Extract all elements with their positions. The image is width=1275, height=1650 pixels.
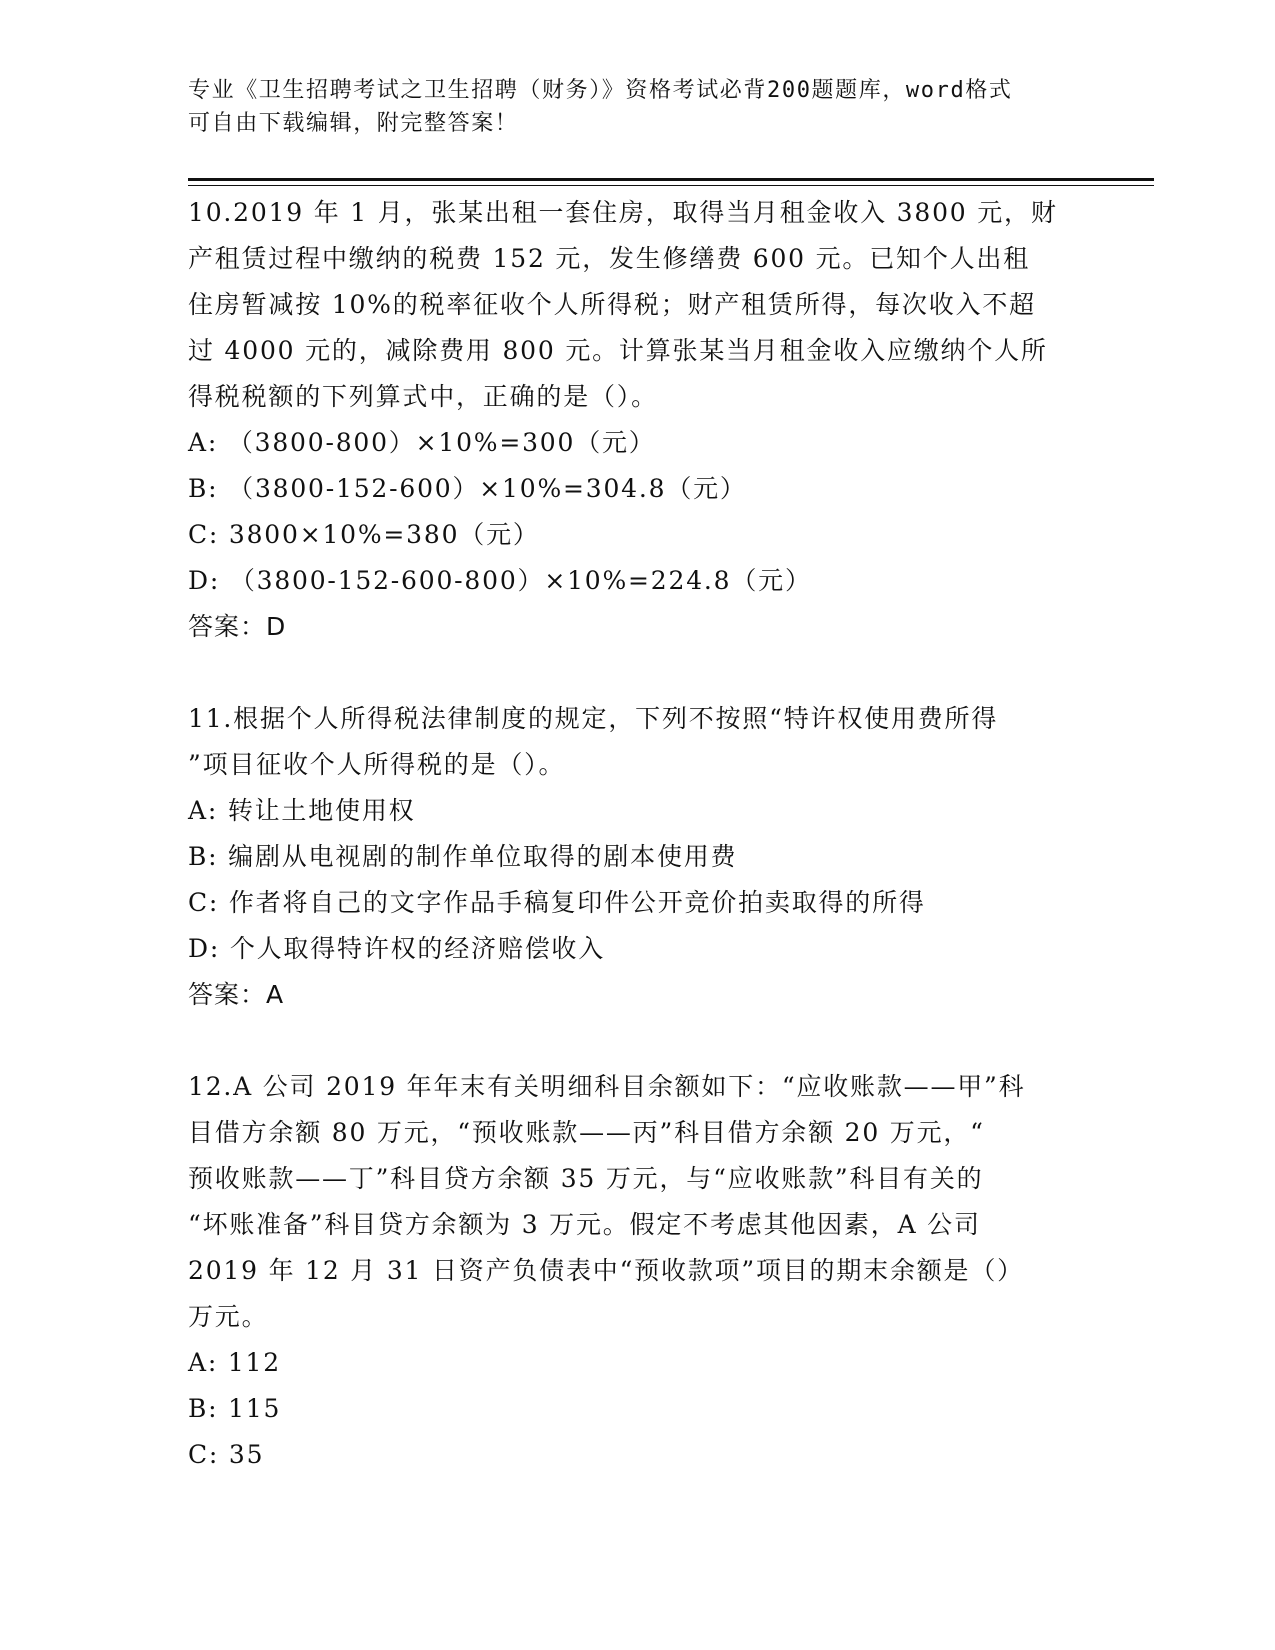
question-stem-line: 过 4000 元的，减除费用 800 元。计算张某当月租金收入应缴纳个人所: [188, 336, 1048, 365]
option-a: A: 转让土地使用权: [188, 796, 416, 825]
header-divider-thin: [188, 185, 1154, 186]
option-b: B: （3800-152-600）×10%=304.8（元）: [188, 474, 747, 503]
option-c: C: 作者将自己的文字作品手稿复印件公开竞价拍卖取得的所得: [188, 888, 926, 917]
option-d: D: （3800-152-600-800）×10%=224.8（元）: [188, 566, 812, 595]
question-stem-line: 住房暂减按 10%的税率征收个人所得税；财产租赁所得，每次收入不超: [188, 290, 1036, 319]
header-line-1: 专业《卫生招聘考试之卫生招聘（财务）》资格考试必背200题题库，word格式: [188, 78, 1013, 103]
question-stem-line: 10.2019 年 1 月，张某出租一套住房，取得当月租金收入 3800 元，财: [188, 198, 1058, 227]
option-c: C: 35: [188, 1440, 265, 1469]
document-header: [188, 74, 1088, 140]
question-12: [188, 1064, 1088, 1478]
question-stem-line: 12.A 公司 2019 年年末有关明细科目余额如下：“应收账款——甲”科: [188, 1072, 1026, 1101]
question-11: [188, 696, 1088, 1018]
option-b: B: 编剧从电视剧的制作单位取得的剧本使用费: [188, 842, 738, 871]
answer-label: 答案：D: [188, 612, 287, 641]
option-c: C: 3800×10%=380（元）: [188, 520, 540, 549]
question-stem-line: 目借方余额 80 万元，“预收账款——丙”科目借方余额 20 万元，“: [188, 1118, 985, 1147]
question-list: [188, 190, 1088, 1524]
question-stem-line: “坏账准备”科目贷方余额为 3 万元。假定不考虑其他因素，A 公司: [188, 1210, 981, 1239]
question-10: [188, 190, 1088, 650]
header-line-2: 可自由下载编辑，附完整答案！: [188, 111, 519, 136]
question-stem-line: 11.根据个人所得税法律制度的规定，下列不按照“特许权使用费所得: [188, 704, 999, 733]
question-stem-line: 产租赁过程中缴纳的税费 152 元，发生修缮费 600 元。已知个人出租: [188, 244, 1031, 273]
option-a: A: （3800-800）×10%=300（元）: [188, 428, 656, 457]
answer-label: 答案：A: [188, 980, 285, 1009]
option-b: B: 115: [188, 1394, 282, 1423]
header-divider-thick: [188, 178, 1154, 181]
question-stem-line: 得税税额的下列算式中，正确的是（）。: [188, 382, 658, 411]
question-stem-line: ”项目征收个人所得税的是（）。: [188, 750, 566, 779]
question-stem-line: 2019 年 12 月 31 日资产负债表中“预收款项”项目的期末余额是（）: [188, 1256, 1024, 1285]
option-d: D: 个人取得特许权的经济赔偿收入: [188, 934, 606, 963]
question-stem-line: 万元。: [188, 1302, 269, 1331]
question-stem-line: 预收账款——丁”科目贷方余额 35 万元，与“应收账款”科目有关的: [188, 1164, 984, 1193]
option-a: A: 112: [188, 1348, 281, 1377]
